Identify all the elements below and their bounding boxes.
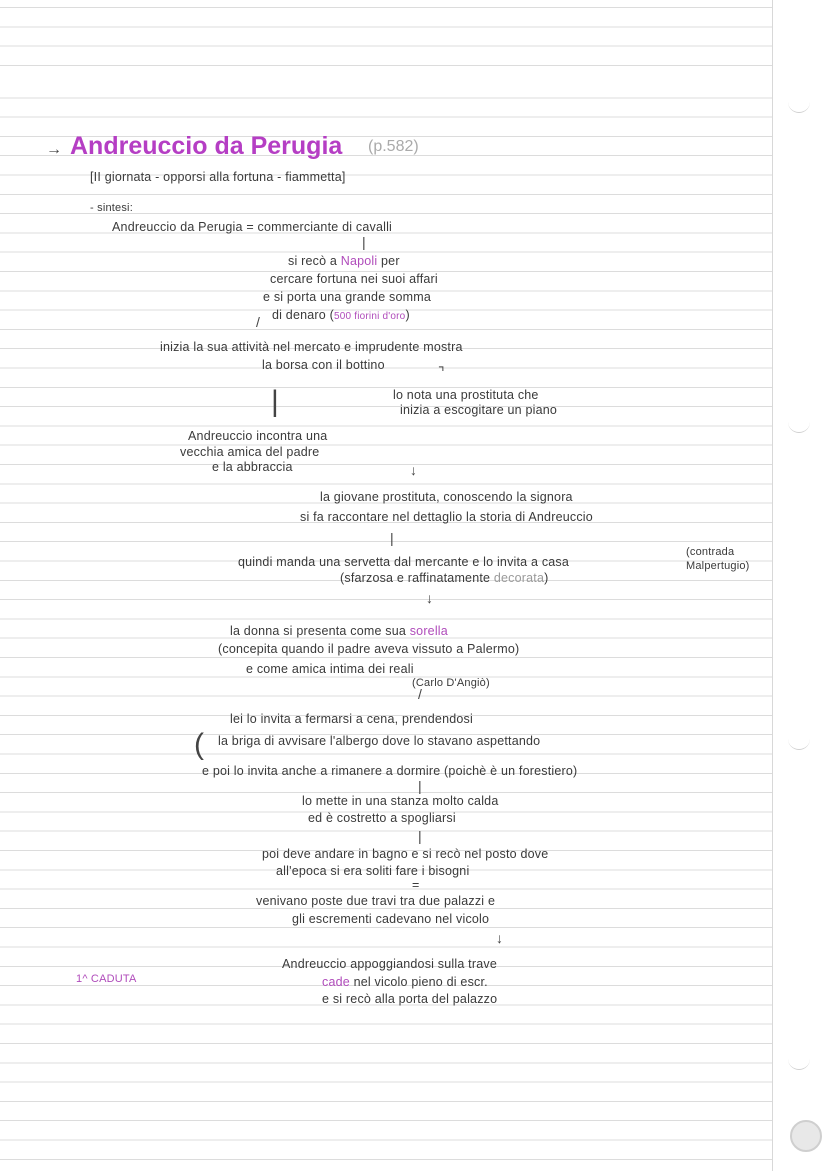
note-line: ed è costretto a spogliarsi xyxy=(308,811,456,825)
note-line: Andreuccio appoggiandosi sulla trave xyxy=(282,957,497,971)
arrow-down-icon: ↓ xyxy=(426,590,433,606)
note-line: e come amica intima dei reali xyxy=(246,662,414,676)
subtitle: [II giornata - opporsi alla fortuna - fiammetta] xyxy=(90,170,346,184)
page-margin xyxy=(772,0,828,1171)
note-line: la giovane prostituta, conoscendo la signora xyxy=(320,490,573,504)
note-line: (contrada xyxy=(686,546,735,558)
page-reference: (p.582) xyxy=(368,138,419,155)
connector-line: | xyxy=(271,385,279,418)
connector-line: | xyxy=(362,234,366,250)
note-line: cercare fortuna nei suoi affari xyxy=(270,272,438,286)
connector-line: | xyxy=(390,530,394,546)
connector-line: / xyxy=(256,314,260,330)
sintesi-label: - sintesi: xyxy=(90,202,133,214)
note-line: quindi manda una servetta dal mercante e lo invita a casa xyxy=(238,555,570,569)
connector-line: | xyxy=(418,778,422,794)
note-line: inizia a escogitare un piano xyxy=(400,403,558,417)
note-line: la donna si presenta come sua sorella xyxy=(230,624,448,638)
equals-sign: = xyxy=(412,878,420,892)
note-line: lei lo invita a fermarsi a cena, prendendosi xyxy=(230,712,473,726)
connector-line: / xyxy=(418,686,422,702)
note-line: e si recò alla porta del palazzo xyxy=(322,992,498,1006)
note-line: e poi lo invita anche a rimanere a dormire (poichè è un forestiero) xyxy=(202,764,578,778)
note-line: Andreuccio incontra una xyxy=(188,429,328,443)
note-line: inizia la sua attività nel mercato e imprudente mostra xyxy=(160,340,463,354)
note-line: e la abbraccia xyxy=(212,460,293,474)
note-line: e si porta una grande somma xyxy=(263,290,431,304)
note-line: di denaro (500 fiorini d'oro) xyxy=(272,308,410,322)
note-line: (Carlo D'Angiò) xyxy=(412,677,490,689)
note-line: poi deve andare in bagno e si recò nel posto dove xyxy=(262,847,549,861)
page-corner-icon xyxy=(790,1120,822,1152)
note-line: vecchia amica del padre xyxy=(180,445,320,459)
page-title xyxy=(46,132,342,161)
note-line: all'epoca si era soliti fare i bisogni xyxy=(276,864,470,878)
note-line: lo mette in una stanza molto calda xyxy=(302,794,499,808)
note-line: si recò a Napoli per xyxy=(288,254,400,268)
title-text: Andreuccio da Perugia xyxy=(70,132,343,160)
connector-line: ⌝ xyxy=(438,364,445,380)
note-line: venivano poste due travi tra due palazzi e xyxy=(256,894,496,908)
note-line: Malpertugio) xyxy=(686,560,750,572)
note-line: (sfarzosa e raffinatamente decorata) xyxy=(340,571,549,585)
note-line: Andreuccio da Perugia = commerciante di cavalli xyxy=(112,220,393,234)
note-line: cade nel vicolo pieno di escr. xyxy=(322,975,488,989)
connector-line: | xyxy=(418,828,422,844)
arrow-down-icon: ↓ xyxy=(410,462,417,478)
arrow-down-icon: ↓ xyxy=(496,930,503,946)
note-line: (concepita quando il padre aveva vissuto a Palermo) xyxy=(218,642,520,656)
arrow-icon: → xyxy=(46,141,62,158)
note-line: la briga di avvisare l'albergo dove lo stavano aspettando xyxy=(218,734,541,748)
side-note: 1^ CADUTA xyxy=(76,973,137,985)
note-line: si fa raccontare nel dettaglio la storia di Andreuccio xyxy=(300,510,593,524)
note-line: gli escrementi cadevano nel vicolo xyxy=(292,912,490,926)
bracket-icon: ( xyxy=(194,728,204,761)
note-line: la borsa con il bottino xyxy=(262,358,385,372)
note-line: lo nota una prostituta che xyxy=(393,388,539,402)
